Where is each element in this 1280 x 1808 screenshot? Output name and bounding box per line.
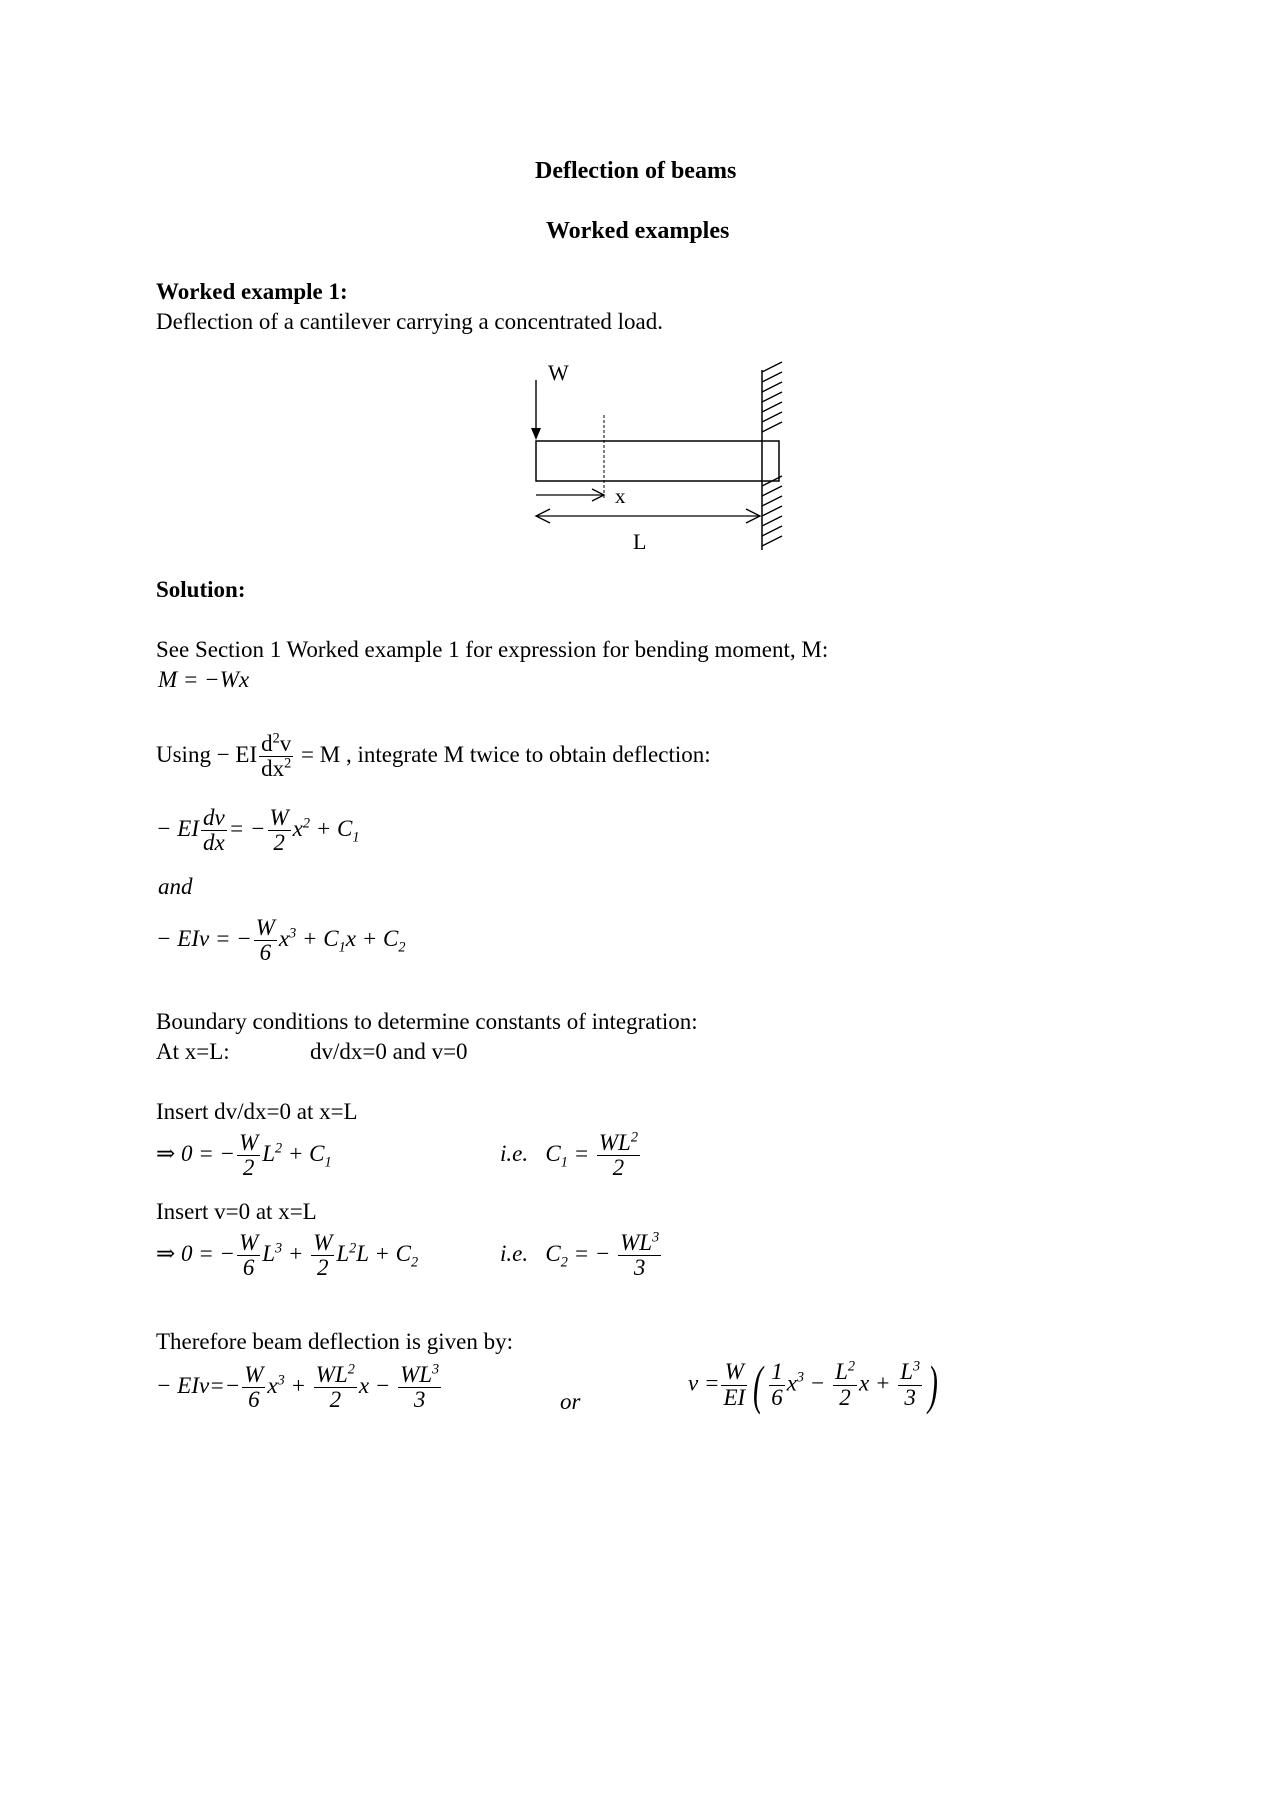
- second-derivative: $\frac{d^2v}{dx^2}$: [261, 730, 292, 782]
- using-suffix: = M , integrate M twice to obtain deflection:: [301, 741, 711, 767]
- x-label: x: [615, 484, 626, 508]
- c2-result: i.e. $C_2$ = − $\frac{WL^3}{3}$: [500, 1229, 660, 1281]
- and-word: and: [158, 874, 193, 899]
- length-label: L: [633, 529, 647, 554]
- solution-heading: Solution:: [156, 577, 246, 602]
- using-ei: − EI: [216, 741, 258, 767]
- boundary-intro: Boundary conditions to determine constants of integration:: [156, 1009, 698, 1034]
- see-section-text: See Section 1 Worked example 1 for expression for bending moment, M:: [156, 637, 829, 662]
- final-deflection-equation: − EIv=− $\frac{W}{6}$ $x^3$ + $\frac{WL^2}{2}$ x − $\frac{WL^3}{3}$: [156, 1361, 440, 1413]
- page-subtitle: Worked examples: [546, 218, 730, 244]
- therefore-text: Therefore beam deflection is given by:: [156, 1329, 513, 1354]
- using-prefix: Using: [156, 741, 211, 767]
- bc-at: At x=L:: [156, 1039, 230, 1064]
- cantilever-diagram: [520, 360, 800, 560]
- slope-equation: − EI $\frac{dv}{dx}$ = − $\frac{W}{2}$ $x^2 + C_1$: [156, 805, 360, 856]
- insert-slope: Insert dv/dx=0 at x=L: [156, 1099, 358, 1124]
- load-label: W: [548, 360, 569, 385]
- deflection-bc-equation: ⇒ 0 = − $\frac{W}{6}$ $L^3$ + $\frac{W}{2}$ $L^2L + C_2$: [156, 1230, 419, 1281]
- deflection-equation: − EIv = − $\frac{W}{6}$ $x^3 + C_1x + C_2$: [156, 915, 406, 966]
- bc-conditions: dv/dx=0 and v=0: [310, 1039, 468, 1064]
- moment-equation: M = −Wx: [158, 667, 250, 692]
- c1-result: i.e. $C_1$ = $\frac{WL^2}{2}$: [500, 1129, 638, 1181]
- load-arrowhead: [531, 428, 541, 440]
- example-heading: Worked example 1:: [156, 279, 348, 304]
- beam: [536, 441, 779, 481]
- using-line: [156, 732, 711, 781]
- final-v-equation: v = $\frac{W}{EI}$ ( $\frac{1}{6}$ $x^3$ − $\frac{L^2}{2}$ x + $\frac{L^3}{3}$ ): [688, 1355, 939, 1415]
- slope-bc-equation: ⇒ 0 = − $\frac{W}{2}$ $L^2 + C_1$: [156, 1130, 332, 1181]
- example-description: Deflection of a cantilever carrying a concentrated load.: [156, 309, 664, 334]
- insert-deflection: Insert v=0 at x=L: [156, 1199, 317, 1224]
- page-title: Deflection of beams: [535, 158, 737, 184]
- or-word: or: [560, 1389, 581, 1414]
